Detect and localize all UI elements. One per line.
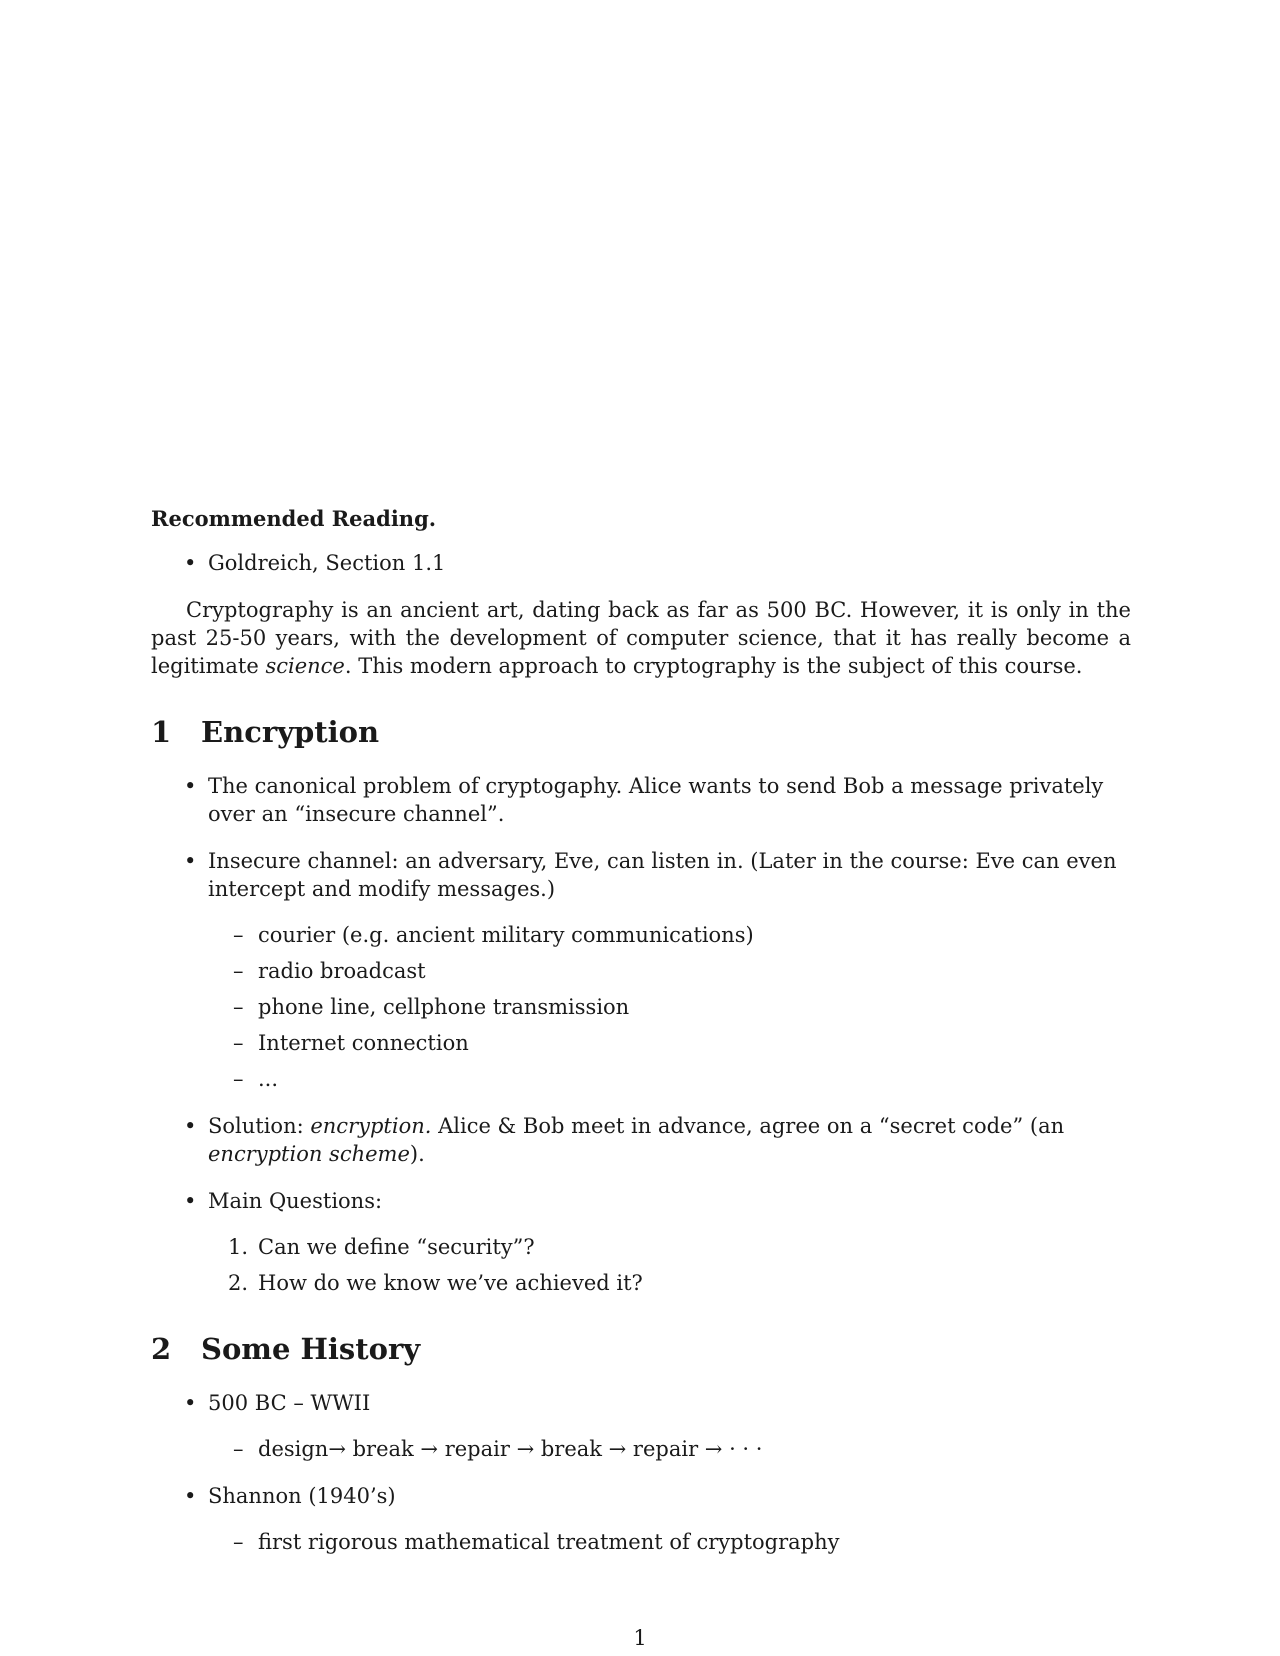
bullet-text: 500 BC – WWII [208,1391,371,1415]
section-number: 1 [151,715,172,749]
recommended-reading-list [151,549,1131,577]
list-item [208,1112,1131,1168]
section-title: Some History [201,1332,421,1366]
list-item [208,1389,1131,1463]
recommended-reading-heading: Recommended Reading. [151,506,437,531]
emphasis-text: encryption scheme [208,1142,410,1166]
section-number: 2 [151,1332,172,1366]
list-item [208,847,1131,1093]
list-item: – phone line, cellphone transmission [258,993,1131,1021]
intro-paragraph [151,596,1131,680]
sub-list [208,1435,1131,1463]
intro-text-end: . This modern approach to cryptography is the subject of this course. [344,654,1083,678]
list-item [228,1269,1131,1297]
bullet-text: Alice & Bob meet in advance, agree on a “secret code” (an [431,1114,1065,1138]
main-questions-list [208,1233,1131,1297]
list-item: – radio broadcast [258,957,1131,985]
bullet-text: Main Questions: [208,1189,383,1213]
document-page [151,505,1131,1575]
item-number: 2. [228,1271,249,1295]
sub-list [208,1528,1131,1556]
page-number: 1 [633,1626,647,1650]
list-item: – courier (e.g. ancient military communications) [258,921,1131,949]
item-number: 1. [228,1235,249,1259]
list-item: – first rigorous mathematical treatment of cryptography [258,1528,1131,1556]
list-item: • The canonical problem of cryptogaphy. Alice wants to send Bob a message privately over an “insecure channel”. [208,772,1131,828]
history-bullets [151,1389,1131,1556]
list-item [208,1187,1131,1297]
channel-examples-list [208,921,1131,1093]
section-title: Encryption [201,715,380,749]
list-item: • Goldreich, Section 1.1 [208,549,1131,577]
bullet-text: ). [409,1142,425,1166]
intro-text: Cryptography is an ancient art, dating back as far as 500 BC. However, it is only in the past 25-50 years, with the development of computer science, that it has really become a legitimate [151,598,1131,678]
bullet-text: Solution: [208,1114,311,1138]
list-item: – design→ break → repair → break → repair → · · · [258,1435,1131,1463]
bullet-text: Shannon (1940’s) [208,1484,396,1508]
section-heading-encryption [151,714,1131,750]
item-text: Can we define “security”? [258,1235,535,1259]
item-text: How do we know we’ve achieved it? [258,1271,643,1295]
list-item: – ... [258,1065,1131,1093]
list-item [228,1233,1131,1261]
intro-emphasis: science [265,654,345,678]
emphasis-text: encryption. [310,1114,432,1138]
list-item: – Internet connection [258,1029,1131,1057]
bullet-text: Insecure channel: an adversary, Eve, can listen in. (Later in the course: Eve can even intercept and modify messages.) [208,849,1117,901]
section-heading-history [151,1331,1131,1367]
encryption-bullets [151,772,1131,1297]
list-item [208,1482,1131,1556]
